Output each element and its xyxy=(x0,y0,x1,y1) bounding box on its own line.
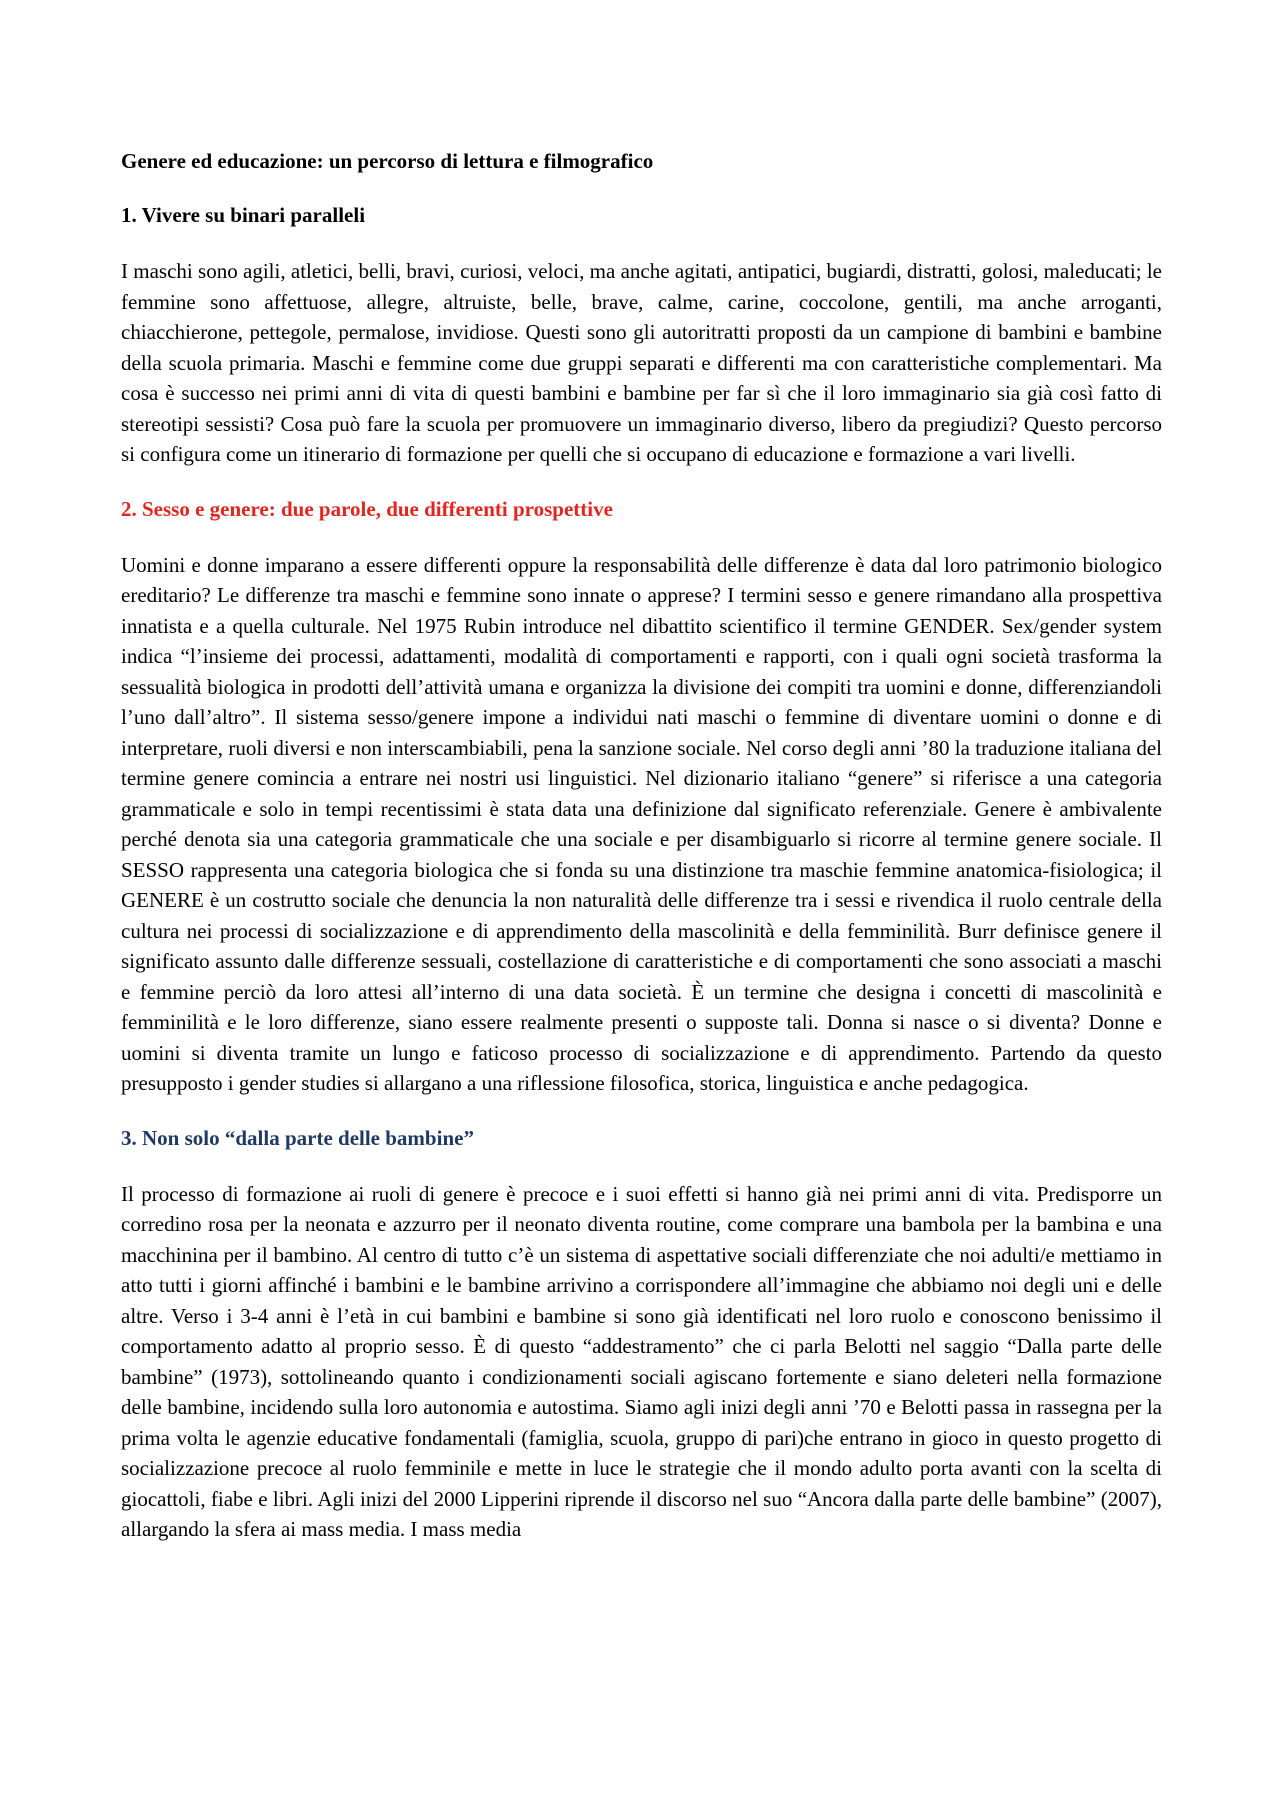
section-1-heading: 1. Vivere su binari paralleli xyxy=(121,203,366,227)
section-2-heading: 2. Sesso e genere: due parole, due differenti prospettive xyxy=(121,496,613,521)
document-page xyxy=(121,148,1162,1571)
section-2 xyxy=(121,496,1162,1099)
section-1-body: I maschi sono agili, atletici, belli, bravi, curiosi, veloci, ma anche agitati, antipatici, bugiardi, distratti, golosi, maleducati; le femmine sono affettuose, allegre, altruiste, belle, brave, calme, carine, coccolone, gentili, ma anche arroganti, chiacchierone, pettegole, permalose, invidiose. Questi sono gli autoritratti proposti da un campione di bambini e bambine della scuola primaria. Maschi e femmine come due gruppi separati e differenti ma con caratteristiche complementari. Ma cosa è successo nei primi anni di vita di questi bambini e bambine per far sì che il loro immaginario sia già così fatto di stereotipi sessisti? Cosa può fare la scuola per promuovere un immaginario diverso, libero da pregiudizi? Questo percorso si configura come un itinerario di formazione per quelli che si occupano di educazione e formazione a vari livelli. xyxy=(121,259,1162,466)
section-3 xyxy=(121,1125,1162,1545)
section-3-body: Il processo di formazione ai ruoli di genere è precoce e i suoi effetti si hanno già nei primi anni di vita. Predisporre un corredino rosa per la neonata e azzurro per il neonato diventa routine, come comprare una bambola per la bambina e una macchinina per il bambino. Al centro di tutto c’è un sistema di aspettative sociali differenziate che noi adulti/e mettiamo in atto tutti i giorni affinché i bambini e le bambine arrivino a corrispondere all’immagine che abbiamo noi degli uni e delle altre. Verso i 3-4 anni è l’età in cui bambini e bambine si sono già identificati nel loro ruolo e conoscono benissimo il comportamento adatto al proprio sesso. È di questo “addestramento” che ci parla Belotti nel saggio “Dalla parte delle bambine” (1973), sottolineando quanto i condizionamenti sociali agiscano fortemente e siano deleteri nella formazione delle bambine, incidendo sulla loro autonomia e autostima. Siamo agli inizi degli anni ’70 e Belotti passa in rassegna per la prima volta le agenzie educative fondamentali (famiglia, scuola, gruppo di pari)che entrano in gioco in questo progetto di socializzazione precoce al ruolo femminile e mette in luce le strategie che il mondo adulto porta avanti con la scelta di giocattoli, fiabe e libri. Agli inizi del 2000 Lipperini riprende il discorso nel suo “Ancora dalla parte delle bambine” (2007), allargando la sfera ai mass media. I mass media xyxy=(121,1181,1162,1541)
section-2-body: Uomini e donne imparano a essere differenti oppure la responsabilità delle differenze è data dal loro patrimonio biologico ereditario? Le differenze tra maschi e femmine sono innate o apprese? I termini sesso e genere rimandano alla prospettiva innatista e a quella culturale. Nel 1975 Rubin introduce nel dibattito scientifico il termine GENDER. Sex/gender system indica “l’insieme dei processi, adattamenti, modalità di comportamenti e rapporti, con i quali ogni società trasforma la sessualità biologica in prodotti dell’attività umana e organizza la divisione dei compiti tra uomini e donne, differenziandoli l’uno dall’altro”. Il sistema sesso/genere impone a individui nati maschi o femmine di diventare uomini o donne e di interpretare, ruoli diversi e non interscambiabili, pena la sanzione sociale. Nel corso degli anni ’80 la traduzione italiana del termine genere comincia a entrare nei nostri usi linguistici. Nel dizionario italiano “genere” si riferisce a una categoria grammaticale e solo in tempi recentissimi è stata data una definizione dal significato referenziale. Genere è ambivalente perché denota sia una categoria grammaticale che una sociale e per disambiguarlo si ricorre al termine genere sociale. Il SESSO rappresenta una categoria biologica che si fonda su una distinzione tra maschie femmine anatomica-fisiologica; il GENERE è un costrutto sociale che denuncia la non naturalità delle differenze tra i sessi e rivendica il ruolo centrale della cultura nei processi di socializzazione e di apprendimento della mascolinità e della femminilità. Burr definisce genere il significato assunto dalle differenze sessuali, costellazione di caratteristiche e di comportamenti che sono associati a maschi e femmine perciò da loro attesi all’interno di una data società. È un termine che designa i concetti di mascolinità e femminilità e le loro differenze, siano essere realmente presenti o supposte tali. Donna si nasce o si diventa? Donne e uomini si diventa tramite un lungo e faticoso processo di socializzazione e di apprendimento. Partendo da questo presupposto i gender studies si allargano a una riflessione filosofica, storica, linguistica e anche pedagogica. xyxy=(121,552,1162,1095)
section-1 xyxy=(121,202,1162,470)
section-3-heading: 3. Non solo “dalla parte delle bambine” xyxy=(121,1125,474,1150)
document-title: Genere ed educazione: un percorso di lettura e filmografico xyxy=(121,149,654,173)
